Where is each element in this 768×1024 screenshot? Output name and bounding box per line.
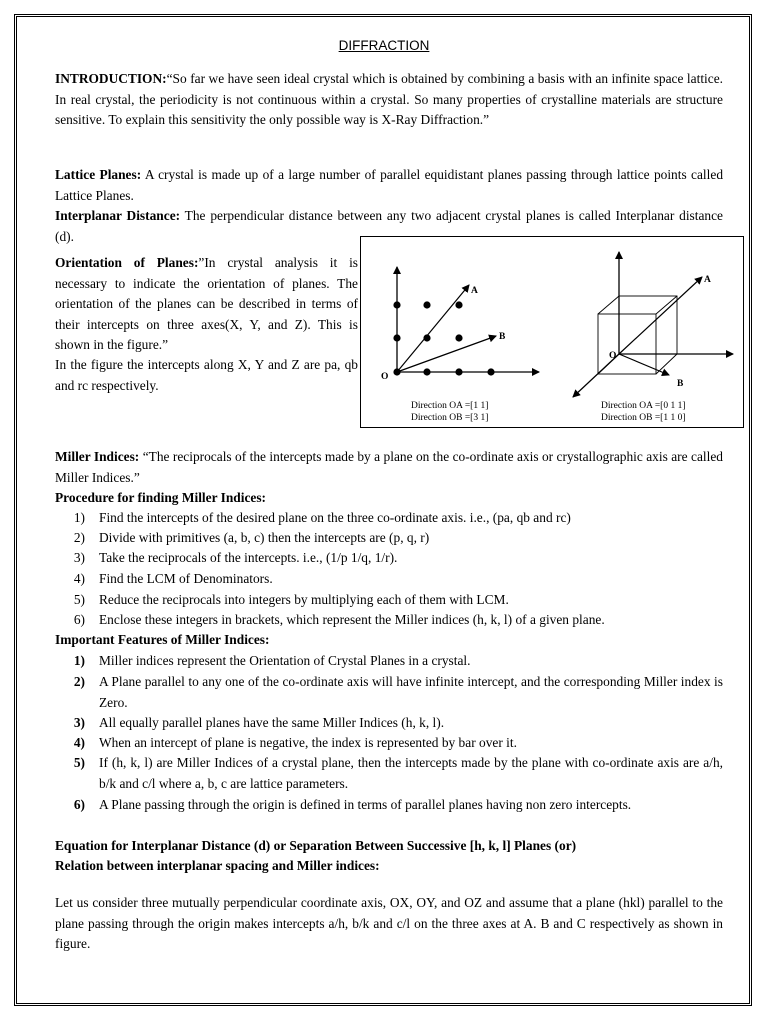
direction-oa-caption: Direction OA =[1 1]: [411, 401, 489, 411]
direction-oa-caption-3d: Direction OA =[0 1 1]: [601, 401, 686, 411]
lattice-point: [455, 368, 462, 375]
orientation-figure-svg: [361, 237, 745, 429]
point-b-label-3d: B: [677, 379, 684, 389]
interplanar-distance-label: Interplanar Distance:: [55, 208, 181, 223]
cube-diagram: [573, 252, 733, 423]
lattice-point: [423, 368, 430, 375]
equation-subheading: Relation between interplanar spacing and Miller indices:: [55, 858, 380, 873]
lattice-planes-label: Lattice Planes:: [55, 167, 142, 182]
intro-label: INTRODUCTION:: [55, 71, 167, 86]
direction-ob-caption-3d: Direction OB =[1 1 0]: [601, 413, 686, 423]
orientation-label: Orientation of Planes:: [55, 255, 199, 270]
orientation-text: ”In crystal analysis it is necessary to indicate the orientation of planes. The orientation of the planes can be described in terms of their intercepts on three axes(X, Y, and Z). This is shown in the figure.”: [55, 255, 358, 352]
lattice-point: [487, 368, 494, 375]
miller-indices-text: “The reciprocals of the intercepts made by a plane on the co-ordinate axis or crystallographic axis are called Miller Indices.”: [55, 449, 723, 485]
lattice-point: [393, 334, 400, 341]
point-a-label-3d: A: [704, 275, 711, 285]
lattice-point: [455, 334, 462, 341]
lattice-planes-text: A crystal is made up of a large number of parallel equidistant planes passing through lattice points called Lattice Planes.: [55, 167, 724, 203]
intro-paragraph: [55, 69, 723, 131]
lattice-point: [393, 301, 400, 308]
intro-text: “So far we have seen ideal crystal which is obtained by combining a basis with an infinite space lattice. In real crystal, the periodicity is not continuous within a crystal. So many properties of crystalline materials are structure sensitive. To explain this sensitivity the only possible way is X-Ray Diffraction.”: [55, 71, 723, 127]
page-title: DIFFRACTION: [338, 38, 430, 53]
origin-label: O: [381, 372, 389, 382]
orientation-figure: [360, 236, 744, 428]
lattice-point: [455, 301, 462, 308]
lattice-point: [423, 301, 430, 308]
procedure-heading: Procedure for finding Miller Indices:: [55, 490, 267, 505]
direction-ob-caption: Direction OB =[3 1]: [411, 413, 489, 423]
closing-paragraph: Let us consider three mutually perpendicular coordinate axis, OX, OY, and OZ and assume that a plane (hkl) parallel to the plane passing through the origin makes intercepts a/h, b/k and c/l on the three axes at A. B and C respectively as shown in figure.: [55, 895, 723, 951]
lattice-points: [393, 301, 494, 375]
equation-heading: Equation for Interplanar Distance (d) or Separation Between Successive [h, k, l] Planes (or): [55, 838, 577, 853]
interplanar-distance-text: The perpendicular distance between any two adjacent crystal planes is called Interplanar distance (d).: [55, 208, 723, 244]
direction-ob-arrow-3d: [619, 354, 669, 375]
miller-indices-label: Miller Indices:: [55, 449, 140, 464]
point-b-label: B: [499, 332, 506, 342]
orientation-paragraph-2: In the figure the intercepts along X, Y and Z are pa, qb and rc respectively.: [55, 357, 358, 393]
origin-label-3d: O: [609, 351, 617, 361]
lattice-diagram: [381, 267, 539, 423]
point-a-label: A: [471, 286, 478, 296]
lattice-planes-paragraph: [55, 165, 723, 206]
orientation-paragraph: [55, 253, 358, 356]
miller-indices-paragraph: [55, 447, 723, 488]
direction-oa-arrow-3d: [619, 277, 702, 354]
features-heading: Important Features of Miller Indices:: [55, 632, 270, 647]
